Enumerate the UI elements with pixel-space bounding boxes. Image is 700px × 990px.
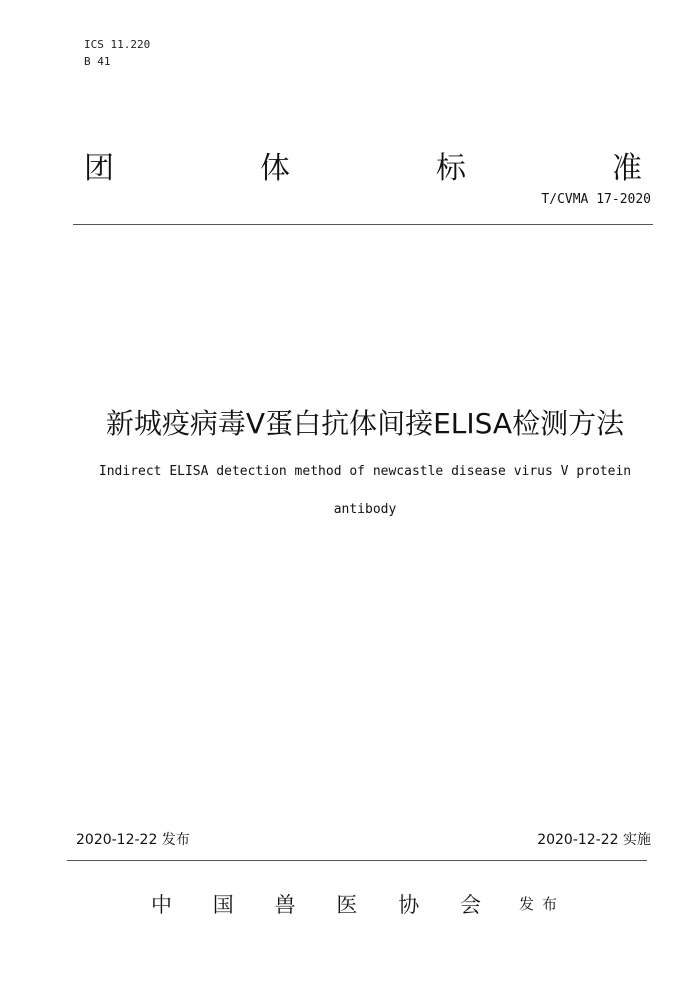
publisher-char: 兽 xyxy=(274,893,296,917)
english-title-line: Indirect ELISA detection method of newcastle disease virus V protein xyxy=(98,464,632,479)
publish-date: 2020-12-22 发布 xyxy=(76,832,190,848)
publisher-name xyxy=(151,889,481,919)
publisher-char: 协 xyxy=(398,893,420,917)
document-title-english xyxy=(0,463,700,519)
standard-type-char: 体 xyxy=(260,151,290,186)
english-title-line: antibody xyxy=(333,502,397,517)
bottom-divider xyxy=(67,860,647,861)
standard-type-char: 标 xyxy=(436,151,466,186)
ccs-code: B 41 xyxy=(84,55,111,68)
classification-codes xyxy=(84,36,150,70)
publisher-char: 医 xyxy=(336,893,358,917)
publisher-char: 国 xyxy=(212,893,234,917)
implement-date: 2020-12-22 实施 xyxy=(537,832,651,848)
standard-type-char: 团 xyxy=(84,151,114,186)
standard-number: T/CVMA 17-2020 xyxy=(541,192,651,207)
publish-label: 发布 xyxy=(519,895,566,913)
standard-type-char: 准 xyxy=(612,151,642,186)
document-title-chinese: 新城疫病毒V蛋白抗体间接ELISA检测方法 xyxy=(105,407,625,440)
ics-code: ICS 11.220 xyxy=(84,38,151,51)
top-divider xyxy=(73,224,653,225)
standard-type-heading xyxy=(84,143,642,187)
publisher-char: 中 xyxy=(151,893,172,917)
publisher-char: 会 xyxy=(459,893,481,917)
date-row xyxy=(76,829,651,849)
